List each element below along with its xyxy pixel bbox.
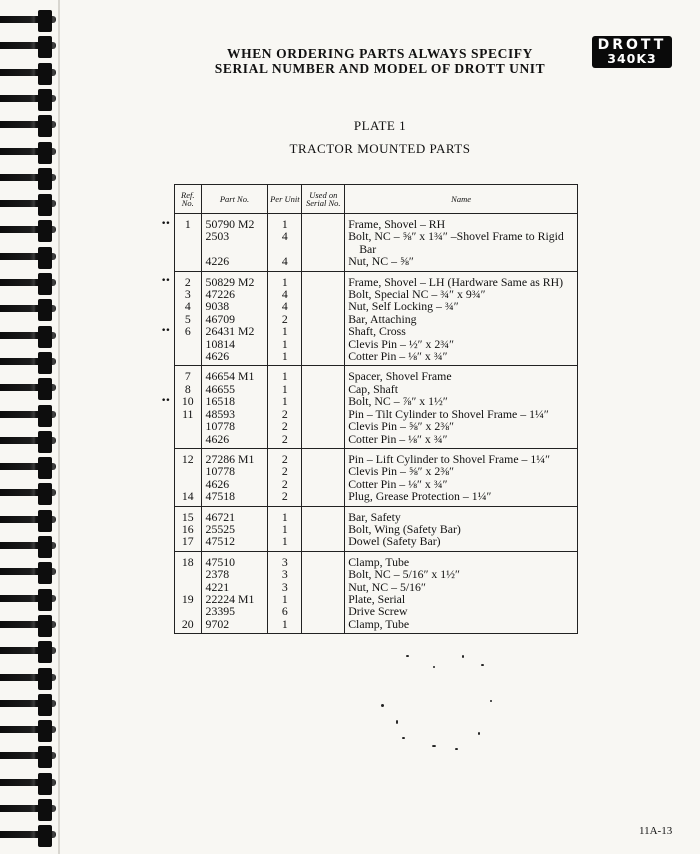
spiral-binding: [0, 0, 58, 854]
per-unit-cell: 2: [268, 313, 302, 325]
used-on-serial-cell: [302, 350, 345, 366]
binding-ring-loop: [38, 746, 52, 768]
binding-ring-loop: [38, 10, 52, 32]
per-unit-cell: 2: [268, 465, 302, 477]
used-on-serial-cell: [302, 243, 345, 255]
ref-no-cell: [175, 230, 202, 242]
bullet-marker: ••: [161, 218, 170, 229]
per-unit-cell: 2: [268, 408, 302, 420]
ref-no-cell: 19: [175, 593, 202, 605]
ref-no-cell: 16: [175, 523, 202, 535]
binding-ring-loop: [38, 641, 52, 663]
per-unit-cell: 1: [268, 214, 302, 231]
parts-row: [175, 255, 578, 271]
ref-no-cell: 1: [175, 214, 202, 231]
binding-ring-loop: [38, 326, 52, 348]
ordering-notice: [170, 46, 590, 76]
ref-no-cell: 14: [175, 490, 202, 506]
used-on-serial-cell: [302, 395, 345, 407]
used-on-serial-cell: [302, 325, 345, 337]
name-cell: Pin – Tilt Cylinder to Shovel Frame – 1¼″: [345, 408, 578, 420]
ref-no-cell: [175, 420, 202, 432]
part-no-cell: 47518: [201, 490, 268, 506]
ref-no-cell: 17: [175, 535, 202, 551]
ref-no-cell: 10: [175, 395, 202, 407]
part-no-cell: 50790 M2: [201, 214, 268, 231]
binding-ring-loop: [38, 378, 52, 400]
parts-row: [175, 420, 578, 432]
ref-no-cell: 11: [175, 408, 202, 420]
used-on-serial-cell: [302, 618, 345, 634]
badge-model: 340K3: [607, 51, 657, 66]
used-on-serial-cell: [302, 605, 345, 617]
parts-row: [175, 506, 578, 523]
parts-row: [175, 230, 578, 242]
name-cell: Clevis Pin – ⅝″ x 2⅜″: [345, 465, 578, 477]
bullet-marker: ••: [161, 396, 170, 407]
parts-table-header: [175, 185, 578, 214]
per-unit-cell: 2: [268, 433, 302, 449]
binding-ring-loop: [38, 273, 52, 295]
binding-ring-loop: [38, 299, 52, 321]
binding-ring-loop: [38, 589, 52, 611]
ref-no-cell: [175, 465, 202, 477]
name-cell: Nut, Self Locking – ¾″: [345, 300, 578, 312]
used-on-serial-cell: [302, 313, 345, 325]
part-no-cell: 22224 M1: [201, 593, 268, 605]
per-unit-cell: 1: [268, 271, 302, 288]
binding-ring-loop: [38, 773, 52, 795]
name-cell: Cotter Pin – ⅛″ x ¾″: [345, 433, 578, 449]
badge-brand: DROTT: [597, 37, 667, 53]
name-cell: Clevis Pin – ⅝″ x 2⅜″: [345, 420, 578, 432]
part-no-cell: 46655: [201, 383, 268, 395]
part-no-cell: 26431 M2: [201, 325, 268, 337]
part-no-cell: 23395: [201, 605, 268, 617]
per-unit-cell: 1: [268, 383, 302, 395]
name-cell: Drive Screw: [345, 605, 578, 617]
per-unit-cell: 1: [268, 535, 302, 551]
parts-row: [175, 448, 578, 465]
part-no-cell: 9038: [201, 300, 268, 312]
part-no-cell: 10778: [201, 465, 268, 477]
per-unit-cell: 1: [268, 338, 302, 350]
name-cell: Bolt, NC – ⅝″ x 1¾″ –Shovel Frame to Rigid: [345, 230, 578, 242]
per-unit-cell: 4: [268, 230, 302, 242]
binding-ring-loop: [38, 536, 52, 558]
part-no-cell: 27286 M1: [201, 448, 268, 465]
per-unit-cell: 1: [268, 395, 302, 407]
parts-row: [175, 465, 578, 477]
header-ref-no: Ref. No.: [175, 185, 202, 214]
part-no-cell: 4626: [201, 350, 268, 366]
ref-no-cell: [175, 243, 202, 255]
per-unit-cell: 1: [268, 523, 302, 535]
parts-row: [175, 568, 578, 580]
name-cell: Bar, Safety: [345, 506, 578, 523]
part-no-cell: 4221: [201, 581, 268, 593]
per-unit-cell: 2: [268, 490, 302, 506]
header-part-no: Part No.: [201, 185, 268, 214]
ref-no-cell: 6: [175, 325, 202, 337]
name-cell: Pin – Lift Cylinder to Shovel Frame – 1¼″: [345, 448, 578, 465]
part-no-cell: 4626: [201, 433, 268, 449]
per-unit-cell: 3: [268, 551, 302, 568]
per-unit-cell: 4: [268, 300, 302, 312]
ref-no-cell: [175, 433, 202, 449]
used-on-serial-cell: [302, 448, 345, 465]
part-no-cell: 25525: [201, 523, 268, 535]
binding-ring-loop: [38, 247, 52, 269]
used-on-serial-cell: [302, 338, 345, 350]
per-unit-cell: 3: [268, 568, 302, 580]
name-cell: Plate, Serial: [345, 593, 578, 605]
used-on-serial-cell: [302, 551, 345, 568]
header-per-unit: Per Unit: [268, 185, 302, 214]
used-on-serial-cell: [302, 465, 345, 477]
binding-ring-loop: [38, 825, 52, 847]
binding-ring-loop: [38, 720, 52, 742]
binding-ring-loop: [38, 431, 52, 453]
used-on-serial-cell: [302, 255, 345, 271]
name-cell: Cotter Pin – ⅛″ x ¾″: [345, 350, 578, 366]
ref-no-cell: [175, 605, 202, 617]
name-cell: Clamp, Tube: [345, 551, 578, 568]
ordering-notice-line2: SERIAL NUMBER AND MODEL OF DROTT UNIT: [214, 61, 546, 76]
parts-table: [174, 184, 578, 634]
plate-heading: [200, 118, 560, 156]
ref-no-cell: 15: [175, 506, 202, 523]
bullet-marker: ••: [161, 276, 170, 287]
ref-no-cell: [175, 338, 202, 350]
part-no-cell: 46654 M1: [201, 366, 268, 383]
used-on-serial-cell: [302, 433, 345, 449]
plate-subtitle: TRACTOR MOUNTED PARTS: [289, 141, 471, 156]
binding-ring-loop: [38, 36, 52, 58]
name-cell: Nut, NC – 5/16″: [345, 581, 578, 593]
ref-no-cell: 7: [175, 366, 202, 383]
name-cell: Bolt, Special NC – ¾″ x 9¾″: [345, 288, 578, 300]
parts-table-body: [175, 214, 578, 634]
binding-ring-loop: [38, 194, 52, 216]
part-no-cell: 48593: [201, 408, 268, 420]
part-no-cell: 16518: [201, 395, 268, 407]
page-edge: [58, 0, 60, 854]
part-no-cell: 47226: [201, 288, 268, 300]
ref-no-cell: [175, 255, 202, 271]
binding-ring-loop: [38, 510, 52, 532]
binding-ring-loop: [38, 168, 52, 190]
binding-ring-loop: [38, 457, 52, 479]
ref-no-cell: 18: [175, 551, 202, 568]
per-unit-cell: 1: [268, 618, 302, 634]
part-no-cell: 47510: [201, 551, 268, 568]
binding-ring-loop: [38, 142, 52, 164]
name-cell: Spacer, Shovel Frame: [345, 366, 578, 383]
used-on-serial-cell: [302, 288, 345, 300]
name-cell: Bolt, NC – ⅞″ x 1½″: [345, 395, 578, 407]
name-cell: Clevis Pin – ½″ x 2¾″: [345, 338, 578, 350]
ref-no-cell: [175, 350, 202, 366]
parts-row: [175, 271, 578, 288]
ref-no-cell: 20: [175, 618, 202, 634]
per-unit-cell: 2: [268, 478, 302, 490]
binding-ring-loop: [38, 220, 52, 242]
name-cell: Bolt, Wing (Safety Bar): [345, 523, 578, 535]
used-on-serial-cell: [302, 506, 345, 523]
part-no-cell: 50829 M2: [201, 271, 268, 288]
parts-row: [175, 325, 578, 337]
ref-no-cell: 3: [175, 288, 202, 300]
part-no-cell: 10778: [201, 420, 268, 432]
part-no-cell: 46709: [201, 313, 268, 325]
drott-model-badge: [592, 36, 672, 68]
parts-row: [175, 350, 578, 366]
used-on-serial-cell: [302, 408, 345, 420]
used-on-serial-cell: [302, 478, 345, 490]
name-cell: Bolt, NC – 5/16″ x 1½″: [345, 568, 578, 580]
parts-row: [175, 535, 578, 551]
part-no-cell: 10814: [201, 338, 268, 350]
used-on-serial-cell: [302, 271, 345, 288]
ref-no-cell: 2: [175, 271, 202, 288]
used-on-serial-cell: [302, 300, 345, 312]
used-on-serial-cell: [302, 523, 345, 535]
parts-row: [175, 618, 578, 634]
binding-ring-loop: [38, 483, 52, 505]
per-unit-cell: 6: [268, 605, 302, 617]
page-number: 11A-13: [639, 825, 673, 837]
used-on-serial-cell: [302, 593, 345, 605]
used-on-serial-cell: [302, 214, 345, 231]
used-on-serial-cell: [302, 490, 345, 506]
ref-no-cell: 4: [175, 300, 202, 312]
binding-ring-loop: [38, 668, 52, 690]
ref-no-cell: 5: [175, 313, 202, 325]
ordering-notice-line1: WHEN ORDERING PARTS ALWAYS SPECIFY: [227, 46, 533, 61]
name-cell: Bar: [345, 243, 578, 255]
parts-row: [175, 605, 578, 617]
name-cell: Clamp, Tube: [345, 618, 578, 634]
parts-row: [175, 300, 578, 312]
part-no-cell: 2378: [201, 568, 268, 580]
binding-ring-loop: [38, 89, 52, 111]
binding-ring-loop: [38, 694, 52, 716]
name-cell: Nut, NC – ⅝″: [345, 255, 578, 271]
plate-title: PLATE 1: [353, 118, 407, 133]
per-unit-cell: 1: [268, 366, 302, 383]
part-no-cell: 9702: [201, 618, 268, 634]
used-on-serial-cell: [302, 420, 345, 432]
header-name: Name: [345, 185, 578, 214]
used-on-serial-cell: [302, 568, 345, 580]
parts-row: [175, 433, 578, 449]
bullet-marker: ••: [161, 326, 170, 337]
parts-row: [175, 214, 578, 231]
per-unit-cell: 3: [268, 581, 302, 593]
binding-ring-loop: [38, 115, 52, 137]
per-unit-cell: 4: [268, 255, 302, 271]
parts-row: [175, 395, 578, 407]
part-no-cell: 47512: [201, 535, 268, 551]
name-cell: Cotter Pin – ⅛″ x ¾″: [345, 478, 578, 490]
name-cell: Cap, Shaft: [345, 383, 578, 395]
ref-no-cell: [175, 568, 202, 580]
binding-ring-loop: [38, 352, 52, 374]
used-on-serial-cell: [302, 383, 345, 395]
ref-no-cell: 12: [175, 448, 202, 465]
binding-ring-loop: [38, 562, 52, 584]
binding-ring-loop: [38, 405, 52, 427]
name-cell: Shaft, Cross: [345, 325, 578, 337]
parts-row: [175, 490, 578, 506]
part-no-cell: 2503: [201, 230, 268, 242]
part-no-cell: 46721: [201, 506, 268, 523]
used-on-serial-cell: [302, 230, 345, 242]
parts-row: [175, 366, 578, 383]
header-used-on-serial: Used on Serial No.: [302, 185, 345, 214]
part-no-cell: 4626: [201, 478, 268, 490]
ref-no-cell: 8: [175, 383, 202, 395]
name-cell: Frame, Shovel – RH: [345, 214, 578, 231]
per-unit-cell: 2: [268, 448, 302, 465]
per-unit-cell: 2: [268, 420, 302, 432]
name-cell: Frame, Shovel – LH (Hardware Same as RH): [345, 271, 578, 288]
binding-ring-loop: [38, 63, 52, 85]
per-unit-cell: 1: [268, 593, 302, 605]
binding-ring-loop: [38, 799, 52, 821]
used-on-serial-cell: [302, 581, 345, 593]
per-unit-cell: 1: [268, 350, 302, 366]
name-cell: Bar, Attaching: [345, 313, 578, 325]
per-unit-cell: 4: [268, 288, 302, 300]
parts-row: [175, 551, 578, 568]
per-unit-cell: 1: [268, 506, 302, 523]
per-unit-cell: 1: [268, 325, 302, 337]
part-no-cell: 4226: [201, 255, 268, 271]
used-on-serial-cell: [302, 535, 345, 551]
binding-ring-loop: [38, 615, 52, 637]
used-on-serial-cell: [302, 366, 345, 383]
name-cell: Plug, Grease Protection – 1¼″: [345, 490, 578, 506]
name-cell: Dowel (Safety Bar): [345, 535, 578, 551]
